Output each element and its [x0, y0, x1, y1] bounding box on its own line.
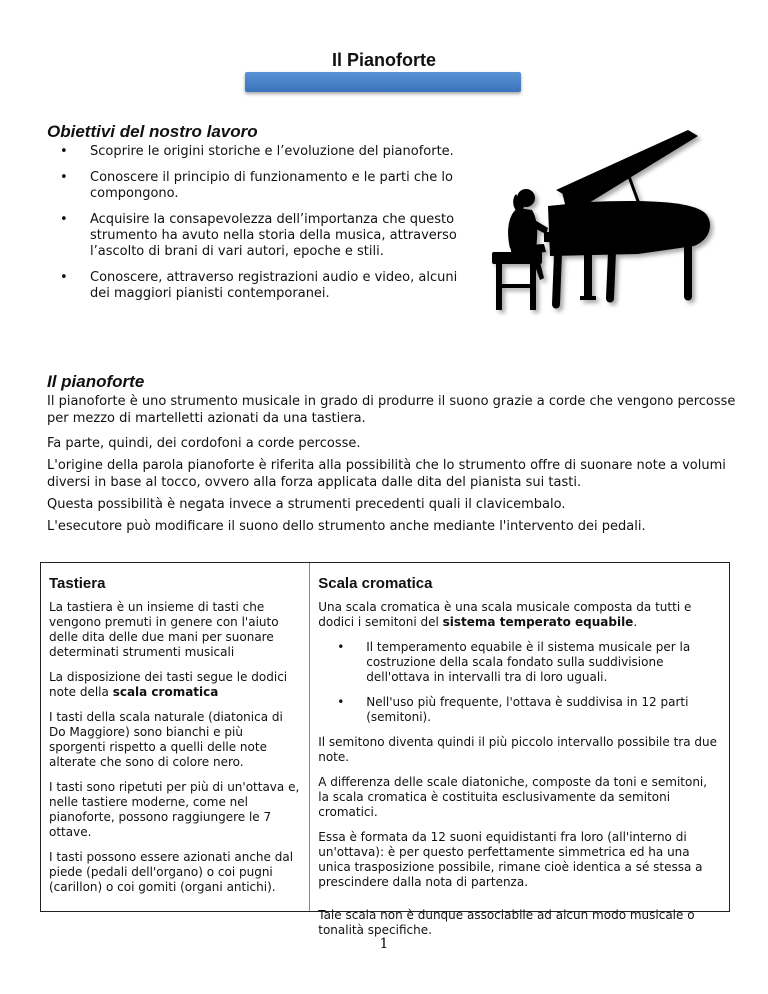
tastiera-column	[41, 563, 310, 911]
objective-item: • Scoprire le origini storiche e l’evoluzione del pianoforte.	[60, 144, 480, 160]
scala-bold-term: sistema temperato equabile	[442, 615, 634, 629]
info-table	[40, 562, 730, 937]
pianoforte-paragraph: Questa possibilità è negata invece a strumenti precedenti quali il clavicembalo.	[47, 497, 566, 512]
scala-paragraph	[318, 600, 721, 630]
pianoforte-paragraph: L'esecutore può modificare il suono dello strumento anche mediante l'intervento dei pedali.	[47, 519, 646, 534]
scala-text: Una scala cromatica è una scala musicale composta da tutti e dodici i semitoni del	[318, 600, 692, 629]
scala-paragraph: Il semitono diventa quindi il più piccolo intervallo possibile tra due note.	[318, 735, 717, 764]
tastiera-paragraph: I tasti sono ripetuti per più di un'ottava e, nelle tastiere moderne, come nel pianoforte, possono raggiungere le 7 ottave.	[49, 780, 300, 839]
objectives-list	[60, 144, 480, 312]
page-number: 1	[379, 936, 389, 952]
pianoforte-paragraph: Il pianoforte è uno strumento musicale in grado di produrre il suono grazie a corde che vengono percosse per mezzo di martelletti azionati da una tastiera.	[47, 394, 736, 426]
scala-paragraph: A differenza delle scale diatoniche, composte da toni e semitoni, la scala cromatica è costituita esclusivamente da semitoni cromatici.	[318, 775, 708, 819]
pianoforte-paragraph: Fa parte, quindi, dei cordofoni a corde percosse.	[47, 436, 361, 451]
objective-item: • Conoscere il principio di funzionamento e le parti che lo compongono.	[60, 170, 480, 202]
objectives-heading: Obiettivi del nostro lavoro	[47, 122, 258, 141]
pianoforte-heading: Il pianoforte	[47, 372, 145, 391]
pianist-silhouette-image	[488, 128, 716, 322]
pianoforte-paragraph: L'origine della parola pianoforte è riferita alla possibilità che lo strumento offre di suonare note a volumi diversi in base al tocco, ovvero alla forza applicata dalle dita del pianista sui tasti.	[47, 458, 726, 490]
page-title: Il Pianoforte	[331, 50, 436, 70]
tastiera-bold-term: scala cromatica	[112, 685, 219, 699]
scala-heading: Scala cromatica	[318, 575, 433, 592]
scala-paragraph: Essa è formata da 12 suoni equidistanti fra loro (all'interno di un'ottava): è per questo perfettamente simmetrica ed ha una unica trasposizione possibile, rimane cioè identica a sé stessa a prescindere dalla nota di partenza.	[318, 830, 703, 889]
tastiera-heading: Tastiera	[49, 575, 106, 592]
tastiera-paragraph	[49, 670, 301, 700]
scala-text: .	[633, 615, 638, 629]
tastiera-paragraph: I tasti della scala naturale (diatonica di Do Maggiore) sono bianchi e più sporgenti rispetto a quelli delle note alterate che sono di colore nero.	[49, 710, 283, 769]
tastiera-paragraph: La tastiera è un insieme di tasti che vengono premuti in genere con l'aiuto delle dita delle due mani per suonare determinati strumenti musicali	[49, 600, 279, 659]
scala-list	[318, 640, 721, 725]
tastiera-text: La disposizione dei tasti segue le dodici note della	[49, 670, 288, 699]
objective-item: • Conoscere, attraverso registrazioni audio e video, alcuni dei maggiori pianisti contemporanei.	[60, 270, 480, 302]
tastiera-paragraph: I tasti possono essere azionati anche dal piede (pedali dell'organo) o coi pugni (carillon) o coi gomiti (organi antichi).	[49, 850, 294, 894]
scala-column	[310, 563, 729, 937]
scala-paragraph: Tale scala non è dunque associabile ad alcun modo musicale o tonalità specifiche.	[318, 908, 695, 937]
title-decoration-bar	[245, 72, 521, 92]
scala-list-item: • Il temperamento equabile è il sistema musicale per la costruzione della scala fondato sulla suddivisione dell'ottava in intervalli tra di loro uguali.	[337, 640, 721, 685]
objective-item: • Acquisire la consapevolezza dell’importanza che questo strumento ha avuto nella storia della musica, attraverso l’ascolto di brani di vari autori, epoche e stili.	[60, 212, 480, 260]
scala-list-item: • Nell'uso più frequente, l'ottava è suddivisa in 12 parti (semitoni).	[337, 695, 721, 725]
